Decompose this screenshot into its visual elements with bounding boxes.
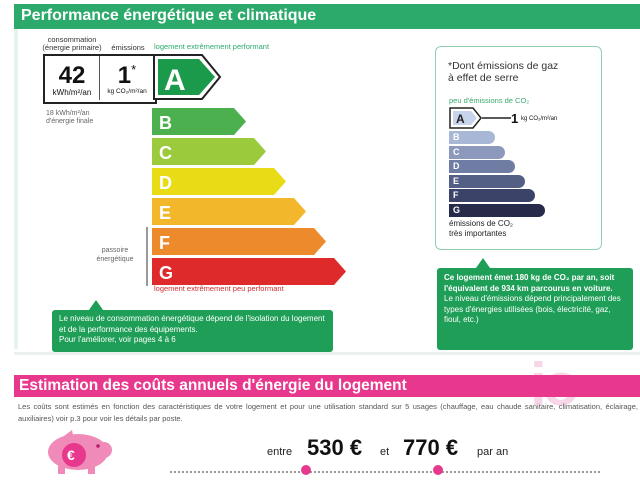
energy-class-letter: F (159, 233, 170, 253)
energy-class-bar-c (152, 138, 270, 165)
passoire-label: passoire énergétique (96, 247, 134, 263)
ghg-class-bar-b (449, 131, 495, 144)
consumption-callout: Le niveau de consommation énergétique dépend de l'isolation du logement et de la performance des équipements. Pour l'améliorer, voir pages 4 à 6 (52, 310, 333, 352)
section-header-costs (14, 375, 640, 397)
value-divider (99, 56, 100, 100)
svg-text:A: A (456, 112, 465, 126)
min-cost-marker (301, 465, 311, 475)
emissions-value-wrap (102, 62, 152, 90)
energy-class-letter: G (159, 263, 174, 283)
current-class-letter: A (164, 64, 186, 97)
emissions-star: * (131, 62, 137, 77)
label-and: et (380, 446, 390, 458)
current-class-arrow (152, 53, 222, 101)
ghg-class-bar-g (449, 204, 545, 217)
emissions-unit: kg CO₂/m²/an (107, 88, 147, 95)
callout-pointer (89, 300, 103, 310)
section-title: Performance énergétique et climatique (21, 7, 317, 24)
best-performance-label: logement extrêmement performant (154, 42, 270, 51)
ghg-class-bar-c (449, 146, 505, 159)
cost-description: Les coûts sont estimés en fonction des caractéristiques de votre logement et pour une utilisation standard sur 5 usages (chauffage, eau chaude sanitaire, climatisation, éclairage, auxiliaires) voir p.3 pour voir les détails par poste. (18, 402, 638, 423)
emissions-callout-text: Le niveau d'émissions dépend principalement des types d'énergies utilisées (bois, électricité, gaz, fioul, etc.) (444, 294, 621, 324)
ghg-class-letter: D (453, 161, 460, 171)
left-accent-bar (14, 29, 18, 349)
section-header-performance (14, 4, 640, 29)
piggy-bank-icon (34, 428, 114, 476)
passoire-bracket (146, 227, 148, 286)
energy-class-letter: B (159, 113, 172, 133)
ghg-class-letter: F (453, 190, 459, 200)
ghg-class-bar-d (449, 160, 515, 173)
energy-class-bar-g (152, 258, 350, 285)
ghg-class-letter: G (453, 204, 461, 215)
svg-text:€: € (67, 447, 75, 463)
label-per-year: par an (477, 446, 509, 458)
callout-pointer-right (476, 258, 490, 268)
ghg-class-bar-f (449, 189, 535, 202)
max-cost: 770 € (403, 435, 459, 460)
ghg-class-letter: B (453, 132, 460, 142)
ghg-class-bar-e (449, 175, 525, 188)
energy-class-bar-e (152, 198, 310, 225)
ghg-unit: kg CO₂/m²/an (521, 116, 558, 122)
ghg-low-label: peu d'émissions de CO₂ (449, 96, 530, 105)
ghg-title: *Dont émissions de gaz à effet de serre (448, 60, 559, 84)
ghg-class-letter: C (453, 146, 460, 157)
emissions-callout-bold: Ce logement émet 180 kg de CO₂ par an, soit l'équivalent de 934 km parcourus en voiture. (444, 273, 615, 293)
energy-class-bar-d (152, 168, 290, 195)
energy-class-letter: D (159, 173, 172, 193)
max-cost-marker (433, 465, 443, 475)
worst-performance-label: logement extrêmement peu performant (154, 284, 284, 293)
ghg-value: 1 (511, 111, 519, 126)
min-cost: 530 € (307, 435, 363, 460)
label-between: entre (267, 446, 293, 458)
consumption-label: consommation (énergie primaire) (42, 35, 102, 52)
energy-class-bar-f (152, 228, 330, 255)
emissions-value: 1 (117, 62, 132, 89)
section-title-costs: Estimation des coûts annuels d'énergie du logement (19, 377, 407, 394)
ghg-current-arrow (449, 107, 513, 129)
emissions-callout (437, 268, 633, 350)
emissions-label: émissions (111, 43, 145, 52)
consumption-value: 42 (58, 62, 86, 89)
ghg-high-label: émissions de CO₂ très importantes (449, 219, 514, 238)
final-energy-note: 18 kWh/m²/an d'énergie finale (46, 110, 94, 125)
ghg-class-letter: E (453, 175, 460, 186)
cost-range-line (170, 471, 600, 473)
consumption-unit: kWh/m²/an (52, 88, 92, 97)
energy-class-letter: E (159, 203, 172, 223)
energy-class-letter: C (159, 143, 172, 163)
energy-class-bar-b (152, 108, 250, 135)
